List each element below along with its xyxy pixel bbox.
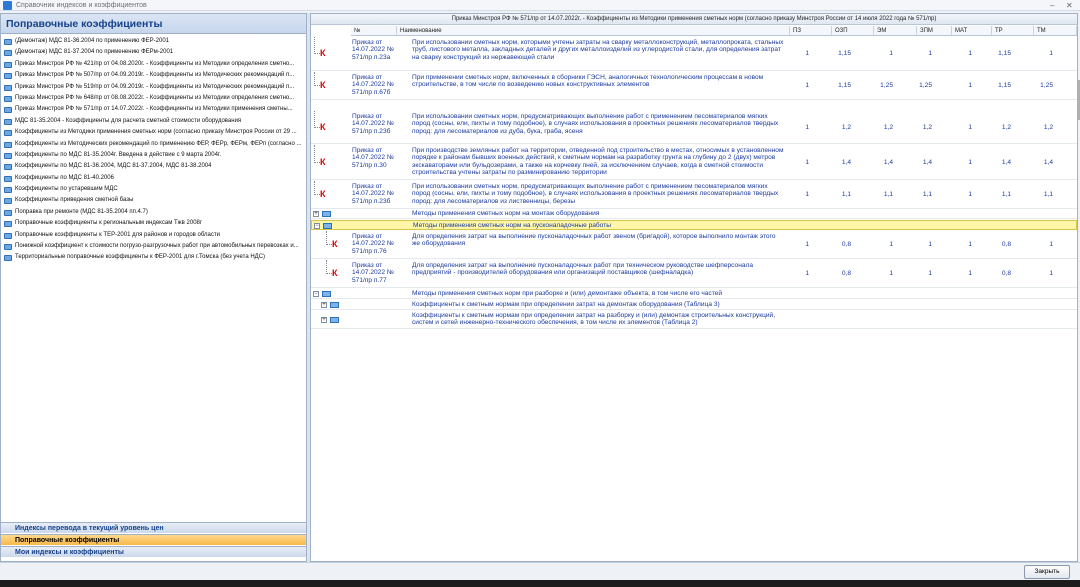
row-description: При применении сметных норм, включенных в сборники ГЭСН, аналогичных технологическим процессам в новом строительстве, в том числе по возведению новых конструктивных элементов — [412, 74, 764, 89]
list-item[interactable] — [1, 47, 306, 58]
list-item[interactable] — [1, 195, 306, 206]
folder-icon — [4, 176, 12, 182]
coefficient-value: 1 — [968, 241, 972, 248]
table-row[interactable] — [311, 72, 1077, 100]
coefficient-value: 1,1 — [1043, 191, 1053, 198]
list-item-label: Коэффициенты по устаревшим МДС — [15, 186, 118, 193]
coefficient-value: 1 — [968, 270, 972, 277]
collapse-icon[interactable]: − — [314, 291, 318, 297]
coefficient-value: 1 — [1049, 50, 1053, 57]
title-bar — [0, 0, 1080, 11]
coefficient-k-icon: К — [320, 156, 326, 167]
coefficient-value: 1,2 — [883, 123, 893, 131]
folder-icon — [4, 107, 12, 113]
nav-correction-coefficients[interactable]: Поправочные коэффициенты — [1, 534, 306, 545]
coefficient-value: 1 — [889, 241, 893, 248]
folder-icon — [322, 211, 331, 217]
folder-icon — [4, 233, 12, 239]
list-item[interactable] — [1, 82, 306, 93]
folder-icon — [4, 244, 12, 250]
list-item-label: Приказ Минстроя РФ № 507/пр от 04.09.2019г. - Коэффициенты из Методических рекомендаций п... — [15, 72, 295, 79]
coefficient-value: 0,8 — [841, 270, 851, 277]
group-row[interactable] — [311, 289, 1077, 299]
list-item-label: Приказ Минстроя РФ № 519/пр от 04.09.2019г. - Коэффициенты из Методических рекомендаций п... — [15, 83, 295, 90]
row-number: Приказ от 14.07.2022 № 571/пр п.23б — [352, 113, 394, 135]
column-header[interactable]: ЗПМ — [917, 26, 952, 36]
coefficient-value: 1,1 — [883, 191, 893, 198]
row-number: Приказ от 14.07.2022 № 571/пр п.76 — [352, 233, 394, 255]
list-item[interactable] — [1, 150, 306, 161]
list-item[interactable] — [1, 116, 306, 127]
coefficient-value: 1 — [928, 241, 932, 248]
group-label: Коэффициенты к сметным нормам при определении затрат на разборку и (или) демонтаж строительных конструкций, систем и сетей инженерно-технического обеспечения, в том числе их элементов (Таблица 2) — [412, 312, 776, 327]
close-icon[interactable]: ✕ — [1066, 1, 1073, 10]
column-header[interactable]: ТР — [992, 26, 1034, 36]
group-label: Коэффициенты к сметным нормам при определении затрат на демонтаж оборудования (Таблица 3) — [412, 301, 720, 308]
row-description: При использовании сметных норм, предусматривающих выполнение работ с применением песоматериалов мягких пород (сосны, ели, пихты и тому подобное), в случаях использования в проектных решениях лесоматериалов твердых пород: для лесоматериалов из дуба, бука, граба, ясеня — [412, 113, 779, 135]
coefficient-value: 1,2 — [1043, 123, 1053, 131]
list-item-label: Приказ Минстроя РФ № 648/пр от 08.08.2022г. - Коэффициенты из Методики определения сметно... — [15, 94, 295, 101]
folder-icon — [4, 198, 12, 204]
list-item[interactable] — [1, 252, 306, 263]
group-label: Методы применения сметных норм на монтаж оборудования — [412, 210, 600, 217]
coefficient-value: 1,4 — [1043, 158, 1053, 166]
column-header[interactable]: № — [351, 26, 397, 36]
group-row[interactable] — [311, 300, 1077, 310]
coefficient-value: 1 — [928, 270, 932, 277]
coefficient-value: 1 — [889, 50, 893, 57]
coefficient-value: 1,2 — [1001, 123, 1011, 131]
group-label: Методы применения сметных норм при разборке и (или) демонтаже объекта, в том числе его частей — [412, 290, 723, 297]
folder-icon — [4, 164, 12, 170]
list-item[interactable] — [1, 173, 306, 184]
row-number: Приказ от 14.07.2022 № 571/пр п.23а — [352, 39, 394, 61]
row-number: Приказ от 14.07.2022 № 571/пр п.23б — [352, 183, 394, 205]
nav-my-indices[interactable]: Мои индексы и коэффициенты — [1, 546, 306, 557]
coefficient-value: 1,4 — [1001, 158, 1011, 166]
grid-title: Приказ Минстроя РФ № 571/пр от 14.07.2022г. - Коэффициенты из Методики применения сметных норм (согласно приказу Минстроя России от 14 июля 2022 года № 571/пр) — [311, 14, 1077, 25]
collapse-icon[interactable]: − — [315, 223, 319, 229]
coefficient-list — [1, 36, 306, 264]
list-item-label: Коэффициенты из Методических рекомендаций по применению ФЕР, ФЕРр, ФЕРм, ФЕРп (согласно ... — [15, 140, 302, 147]
folder-icon — [4, 96, 12, 102]
coefficient-value: 0,8 — [841, 241, 851, 248]
coefficient-k-icon: К — [332, 239, 338, 249]
list-item[interactable] — [1, 230, 306, 241]
close-button[interactable]: Закрыть — [1024, 565, 1070, 579]
list-item-label: Коэффициенты приведения сметной базы — [15, 197, 134, 204]
coefficient-value: 1,1 — [841, 191, 851, 198]
group-label: Методы применения сметных норм на пусконаладочные работы — [413, 222, 611, 229]
coefficient-value: 1 — [968, 123, 972, 131]
left-panel-title: Поправочные коэффициенты — [1, 14, 306, 34]
list-item[interactable] — [1, 70, 306, 81]
folder-icon — [4, 85, 12, 91]
list-item[interactable] — [1, 139, 306, 150]
coefficient-value: 1 — [1049, 241, 1053, 248]
list-item[interactable] — [1, 161, 306, 172]
list-item-label: Поправка при ремонте (МДС 81-35.2004 пп.4.7) — [15, 208, 148, 215]
expand-icon[interactable]: + — [322, 302, 326, 308]
nav-indices[interactable]: Индексы перевода в текущий уровень цен — [1, 522, 306, 533]
group-row[interactable] — [311, 220, 1077, 230]
list-item[interactable] — [1, 59, 306, 70]
taskbar — [0, 580, 1080, 587]
coefficient-value: 1 — [968, 50, 972, 57]
table-row[interactable] — [311, 181, 1077, 209]
folder-icon — [4, 153, 12, 159]
list-item-label: Приказ Минстроя РФ № 571/пр от 14.07.2022г. - Коэффициенты из Методики применения сметны... — [15, 106, 293, 113]
list-item-label: Поправочные коэффициенты к региональным индексам Тжв 2008г — [15, 220, 203, 227]
list-item-label: Коэффициенты по МДС 81-36.2004, МДС 81-37.2004, МДС 81-38.2004 — [15, 163, 212, 170]
coefficient-value: 0,8 — [1001, 270, 1011, 277]
list-item-label: Понижной коэффициент к стоимости погрузо-разгрузочных работ при автомобильных перевозках и... — [15, 243, 299, 250]
coefficient-value: 1,25 — [880, 82, 893, 89]
list-item-label: Поправочные коэффициенты к ТЕР-2001 для районов и городов области — [15, 231, 220, 238]
list-item-label: Коэффициенты из Методики применения сметных норм (согласно приказу Минстроя России от 29 ... — [15, 129, 297, 136]
folder-icon — [322, 291, 331, 297]
list-item-label: Территориальные поправочные коэффициенты к ФЕР-2001 для г.Томска (без учета НДС) — [15, 254, 266, 261]
coefficient-value: 1 — [805, 50, 809, 57]
folder-icon — [4, 119, 12, 125]
coefficient-value: 1 — [1049, 270, 1053, 277]
folder-icon — [4, 62, 12, 68]
coefficient-value: 1 — [968, 82, 972, 89]
coefficient-value: 1,25 — [919, 82, 932, 89]
coefficient-value: 1,25 — [1040, 82, 1053, 89]
coefficient-value: 1,4 — [841, 158, 851, 166]
coefficient-value: 1,1 — [922, 191, 932, 198]
expand-icon[interactable]: + — [322, 317, 326, 323]
list-item[interactable] — [1, 127, 306, 138]
row-description: Для определения затрат на выполнение пусконаладочных работ звеном (бригадой), которое выполнило монтаж этого же оборудования — [412, 233, 776, 248]
folder-icon — [4, 130, 12, 136]
coefficient-k-icon: К — [320, 189, 326, 199]
right-panel — [310, 13, 1078, 562]
app-icon — [3, 1, 12, 10]
folder-icon — [4, 73, 12, 79]
coefficient-value: 1 — [968, 191, 972, 198]
folder-icon — [323, 223, 332, 229]
row-number: Приказ от 14.07.2022 № 571/пр п.77 — [352, 262, 394, 284]
coefficient-value: 1 — [805, 270, 809, 277]
row-description: При использовании сметных норм, которыми учтены затраты на сварку металлоконструкций, металлопроката, стальных труб, листового металла, закладных деталей и других металлоизделий из углеродистой стали, для определения затрат на сварку конструкций из нержавеющей стали — [412, 39, 784, 61]
folder-icon — [4, 142, 12, 148]
coefficient-value: 1,15 — [838, 82, 851, 89]
expand-icon[interactable]: + — [314, 211, 318, 217]
list-item-label: Коэффициенты по МДС 81-40.2006 — [15, 174, 114, 181]
column-header[interactable]: ОЗП — [832, 26, 874, 36]
column-header[interactable]: ТМ — [1034, 26, 1077, 36]
list-item-label: МДС 81-35.2004 - Коэффициенты для расчета сметной стоимости оборудования — [15, 117, 242, 124]
folder-icon — [4, 255, 12, 261]
coefficient-value: 1,2 — [922, 123, 932, 131]
row-number: Приказ от 14.07.2022 № 571/пр п.67б — [352, 74, 394, 96]
list-item[interactable] — [1, 241, 306, 252]
column-header[interactable]: Наименование — [397, 26, 790, 36]
coefficient-k-icon: К — [332, 268, 338, 278]
folder-icon — [4, 210, 12, 216]
list-item[interactable] — [1, 218, 306, 229]
coefficient-value: 1,15 — [998, 50, 1011, 57]
list-item-label: (Демонтаж) МДС 81-37.2004 по применению ФЕРм-2001 — [15, 49, 174, 56]
folder-icon — [330, 317, 339, 323]
coefficient-value: 1 — [889, 270, 893, 277]
minimize-icon[interactable]: – — [1050, 1, 1055, 10]
row-description: При производстве земляных работ на территории, отведенной под строительство в местах, относимых в установленном порядке к районам бывших военных действий, к сметным нормам на разработку грунта на глубину до 2 (двух) метров экскаваторами или бульдозерами, а также на корчевку пней, за исключением случаев, когда в сметной стоимости строительства учтены затраты по разминированию территории — [412, 147, 784, 177]
list-item-label: (Демонтаж) МДС 81-36.2004 по применению ФЕР-2001 — [15, 38, 170, 44]
coefficient-k-icon: К — [320, 48, 326, 58]
table-row[interactable] — [311, 260, 1077, 288]
coefficient-value: 0,8 — [1001, 241, 1011, 248]
coefficient-value: 1 — [805, 82, 809, 89]
folder-icon — [4, 50, 12, 56]
column-header[interactable]: ЭМ — [874, 26, 917, 36]
row-number: Приказ от 14.07.2022 № 571/пр п.30 — [352, 147, 394, 169]
table-row[interactable] — [311, 37, 1077, 71]
folder-icon — [4, 39, 12, 45]
window-title: Справочник индексов и коэффициентов — [16, 2, 147, 9]
folder-icon — [4, 221, 12, 227]
group-row[interactable] — [311, 209, 1077, 219]
row-description: Для определения затрат на выполнение пусконаладочных работ при техническом руководстве шефперсонала предприятий - производителей оборудования или организаций поставщиков (шефналадка) — [412, 262, 754, 277]
coefficient-value: 1 — [805, 241, 809, 248]
coefficient-value: 1 — [805, 191, 809, 198]
list-item[interactable] — [1, 207, 306, 218]
list-item[interactable] — [1, 104, 306, 115]
row-description: При использовании сметных норм, предусматривающих выполнение работ с применением песоматериалов мягких пород (сосны, ели, пихты и тому подобное), в случаях использования в проектных решениях лесоматериалов твердых пород: для лесоматериалов из лиственницы, березы — [412, 183, 779, 205]
left-panel — [0, 13, 307, 562]
coefficient-value: 1 — [805, 123, 809, 131]
list-item[interactable] — [1, 93, 306, 104]
coefficient-value: 1,4 — [922, 158, 932, 166]
table-row[interactable] — [311, 145, 1077, 180]
coefficient-value: 1 — [928, 50, 932, 57]
list-item-label: Приказ Минстроя РФ № 421/пр от 04.08.2020г. - Коэффициенты из Методики определения сметно... — [15, 60, 295, 67]
table-row[interactable] — [311, 111, 1077, 144]
group-row[interactable] — [311, 311, 1077, 329]
coefficient-k-icon: К — [320, 121, 326, 132]
coefficient-value: 1,15 — [998, 82, 1011, 89]
table-row[interactable] — [311, 231, 1077, 259]
coefficient-value: 1,1 — [1001, 191, 1011, 198]
column-header[interactable]: ПЗ — [790, 26, 832, 36]
folder-icon — [330, 302, 339, 308]
coefficient-value: 1,4 — [883, 158, 893, 166]
folder-icon — [4, 187, 12, 193]
list-item-label: Коэффициенты по МДС 81-35.2004г. Введена в действие с 9 марта 2004г. — [15, 151, 222, 158]
coefficient-k-icon: К — [320, 80, 326, 90]
coefficient-value: 1,15 — [838, 50, 851, 57]
list-item[interactable] — [1, 184, 306, 195]
coefficient-value: 1,2 — [841, 123, 851, 131]
list-item[interactable] — [1, 36, 306, 47]
coefficient-value: 1 — [805, 158, 809, 166]
column-header[interactable]: МАТ — [952, 26, 992, 36]
coefficient-value: 1 — [968, 158, 972, 166]
